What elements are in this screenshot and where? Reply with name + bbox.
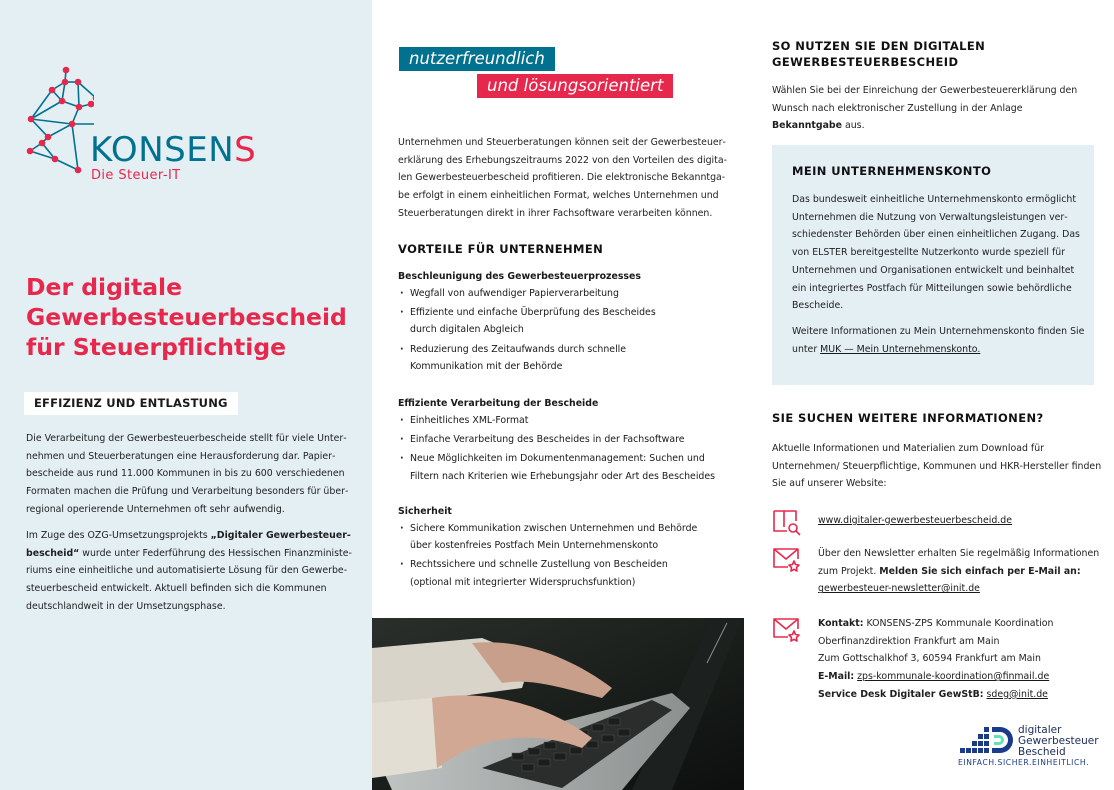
p2-text-pre: Im Zuge des OZG-Umsetzungsprojekts: [26, 530, 211, 541]
tagline-loesungsorientiert: und lösungsorientiert: [477, 74, 673, 98]
muk-more-info: [792, 323, 1087, 358]
section-processing: [398, 398, 738, 485]
bullet-list: [398, 520, 738, 591]
logo-wordmark: [90, 130, 256, 170]
newsletter-email-link[interactable]: gewerbesteuer-newsletter@init.de: [818, 583, 980, 595]
contact-row: [772, 615, 1102, 705]
contact-address: Zum Gottschalkhof 3, 60594 Frankfurt am Main: [818, 653, 1041, 665]
gw-logo-text: [1018, 725, 1099, 758]
newsletter-text-bold: Melden Sie sich einfach per E-Mail an:: [879, 565, 1081, 577]
usage-text-pre: Wählen Sie bei der Einreichung der Gewerbesteuererklärung den Wunsch nach elektronischer Zustellung in der Anlage: [772, 85, 1078, 114]
usage-text-bold: Bekanntgabe: [772, 120, 843, 132]
section-acceleration: [398, 271, 738, 375]
contact-org: KONSENS-ZPS Kommunale Koordination: [863, 618, 1054, 629]
logo-word-accent: S: [234, 130, 257, 170]
tagline-nutzerfreundlich: nutzerfreundlich: [399, 47, 555, 71]
usage-heading-line-1: SO NUTZEN SIE DEN DIGITALEN: [772, 39, 986, 53]
newsletter-text: [818, 545, 1108, 598]
left-panel: [0, 0, 372, 790]
left-paragraph-2: [26, 527, 356, 616]
muk-more-text: Weitere Informationen zu Mein Unternehmenskonto finden Sie unter: [792, 326, 1085, 355]
page-title: [26, 272, 356, 362]
p2-text-bold: „Digitaler Gewerbesteuerbescheid“: [26, 530, 351, 559]
section-title: Sicherheit: [398, 506, 452, 517]
more-info-paragraph: Aktuelle Informationen und Materialien zum Download für Unternehmen/ Steuerpflichtige, Kommunen und HKR-Hersteller finden Sie auf unserer Website:: [772, 443, 1102, 490]
newsletter-row: [772, 545, 1102, 601]
list-item: · Einheitliches XML-Format: [398, 412, 738, 429]
muk-heading: MEIN UNTERNEHMENSKONTO: [792, 164, 992, 178]
gw-logo-line-3: Bescheid: [1018, 746, 1066, 758]
bullet-list: [398, 285, 738, 375]
konsens-logo: [24, 64, 264, 184]
usage-heading-line-2: GEWERBESTEUERBESCHEID: [772, 55, 959, 69]
list-item: · Sichere Kommunikation zwischen Unternehmen und Behörde über kostenfreies Postfach Mein Unternehmenskonto: [398, 520, 718, 554]
advantages-heading: VORTEILE FÜR UNTERNEHMEN: [398, 242, 604, 256]
usage-paragraph: [772, 82, 1092, 135]
logo-tagline: Die Steuer-IT: [91, 168, 181, 183]
section-title: Effiziente Verarbeitung der Bescheide: [398, 398, 599, 409]
laptop-photo-illustration: [372, 618, 776, 790]
website-link[interactable]: www.digitaler-gewerbesteuerbescheid.de: [818, 515, 1013, 526]
bullet-list: [398, 412, 738, 485]
mail-star-icon: [772, 545, 802, 575]
list-item: · Einfache Verarbeitung des Bescheides in der Fachsoftware: [398, 431, 738, 448]
gw-logo-mark-icon: [958, 725, 1018, 759]
section-security: [398, 506, 738, 591]
title-line-3: für Steuerpflichtige: [26, 333, 287, 361]
laptop-typing-photo: [372, 618, 776, 790]
muk-link[interactable]: MUK — Mein Unternehmenskonto.: [820, 343, 981, 355]
p2-text-post: wurde unter Federführung des Hessischen Finanzministeriums eine einheitliche und automatisierte Lösung für den Gewerbesteuerbescheid entwickelt. Aktuell befinden sich die Kommunen deutschlandweit in der Umsetzungsphase.: [26, 547, 352, 612]
section-badge: EFFIZIENZ UND ENTLASTUNG: [24, 392, 238, 415]
list-item: · Wegfall von aufwendiger Papierverarbeitung: [398, 285, 738, 302]
title-line-1: Der digitale: [26, 273, 183, 301]
muk-paragraph: Das bundesweit einheitliche Unternehmenskonto ermöglicht Unternehmen die Nutzung von Verwaltungsleistungen verschiedenster Behörden über einen einheitlichen Zugang. Das von ELSTER bereitgestellte Nutzerkonto wurde speziell für Unternehmen und Organisationen entwickelt und beinhaltet ein integriertes Postfach für Mitteilungen sowie behördliche Bescheide.: [792, 194, 1080, 312]
contact-email-label: E-Mail:: [818, 671, 855, 683]
service-desk-label: Service Desk Digitaler GewStB:: [818, 688, 984, 700]
list-item: · Effiziente und einfache Überprüfung des Bescheides durch digitalen Abgleich: [398, 304, 658, 338]
list-item: · Neue Möglichkeiten im Dokumentenmanagement: Suchen und Filtern nach Kriterien wie Erhebungsjahr oder Art des Bescheides: [398, 450, 720, 484]
section-title: Beschleunigung des Gewerbesteuerprozesses: [398, 271, 641, 282]
list-item: · Rechtssichere und schnelle Zustellung von Bescheiden (optional mit integrierter Widerspruchsfunktion): [398, 556, 688, 590]
contact-label: Kontakt:: [818, 618, 864, 629]
digitaler-gewerbesteuerbescheid-logo: [958, 725, 1098, 769]
network-logo-icon: [24, 64, 94, 184]
usage-heading: [772, 38, 1072, 70]
gw-logo-line-1: digitaler: [1018, 724, 1062, 736]
book-search-icon: [772, 507, 802, 537]
usage-text-post: aus.: [842, 120, 865, 132]
more-info-heading: SIE SUCHEN WEITERE INFORMATIONEN?: [772, 411, 1044, 425]
gw-logo-line-2: Gewerbesteuer: [1018, 735, 1099, 747]
muk-infobox: [772, 145, 1094, 385]
contact-text: [818, 615, 1108, 704]
list-item: · Reduzierung des Zeitaufwands durch schnelle Kommunikation mit der Behörde: [398, 341, 658, 375]
contact-email-link[interactable]: zps-kommunale-koordination@finmail.de: [857, 671, 1050, 683]
website-row: [772, 507, 1102, 537]
middle-intro: Unternehmen und Steuerberatungen können seit der Gewerbesteuererklärung des Erhebungszeitraums 2022 von den Vorteilen des digitalen Gewerbesteuerbescheid profitieren. Die elektronische Bekanntgabe erfolgt in einem einheitlichen Format, welches Unternehmen und Steuerberatungen direkt in ihrer Fachsoftware verarbeiten können.: [398, 137, 727, 219]
title-line-2: Gewerbesteuerbescheid: [26, 303, 347, 331]
left-paragraph-1: Die Verarbeitung der Gewerbesteuerbescheide stellt für viele Unternehmen und Steuerberatungen eine Herausforderung dar. Papierbescheide aus rund 11.000 Kommunen in bis zu 600 verschiedenen Formaten machen die Prüfung und Verarbeitung besonders für überregional operierende Unternehmen oft sehr aufwendig.: [26, 433, 349, 515]
logo-word-main: KONSEN: [90, 130, 235, 170]
contact-line-2: Oberfinanzdirektion Frankfurt am Main: [818, 635, 1000, 647]
service-desk-email-link[interactable]: sdeg@init.de: [986, 688, 1048, 700]
gw-logo-slogan: EINFACH.SICHER.EINHEITLICH.: [958, 758, 1090, 767]
newsletter-text-pre: Über den Newsletter erhalten Sie regelmäßig Informationen zum Projekt.: [818, 548, 1100, 577]
mail-star-icon: [772, 615, 802, 645]
